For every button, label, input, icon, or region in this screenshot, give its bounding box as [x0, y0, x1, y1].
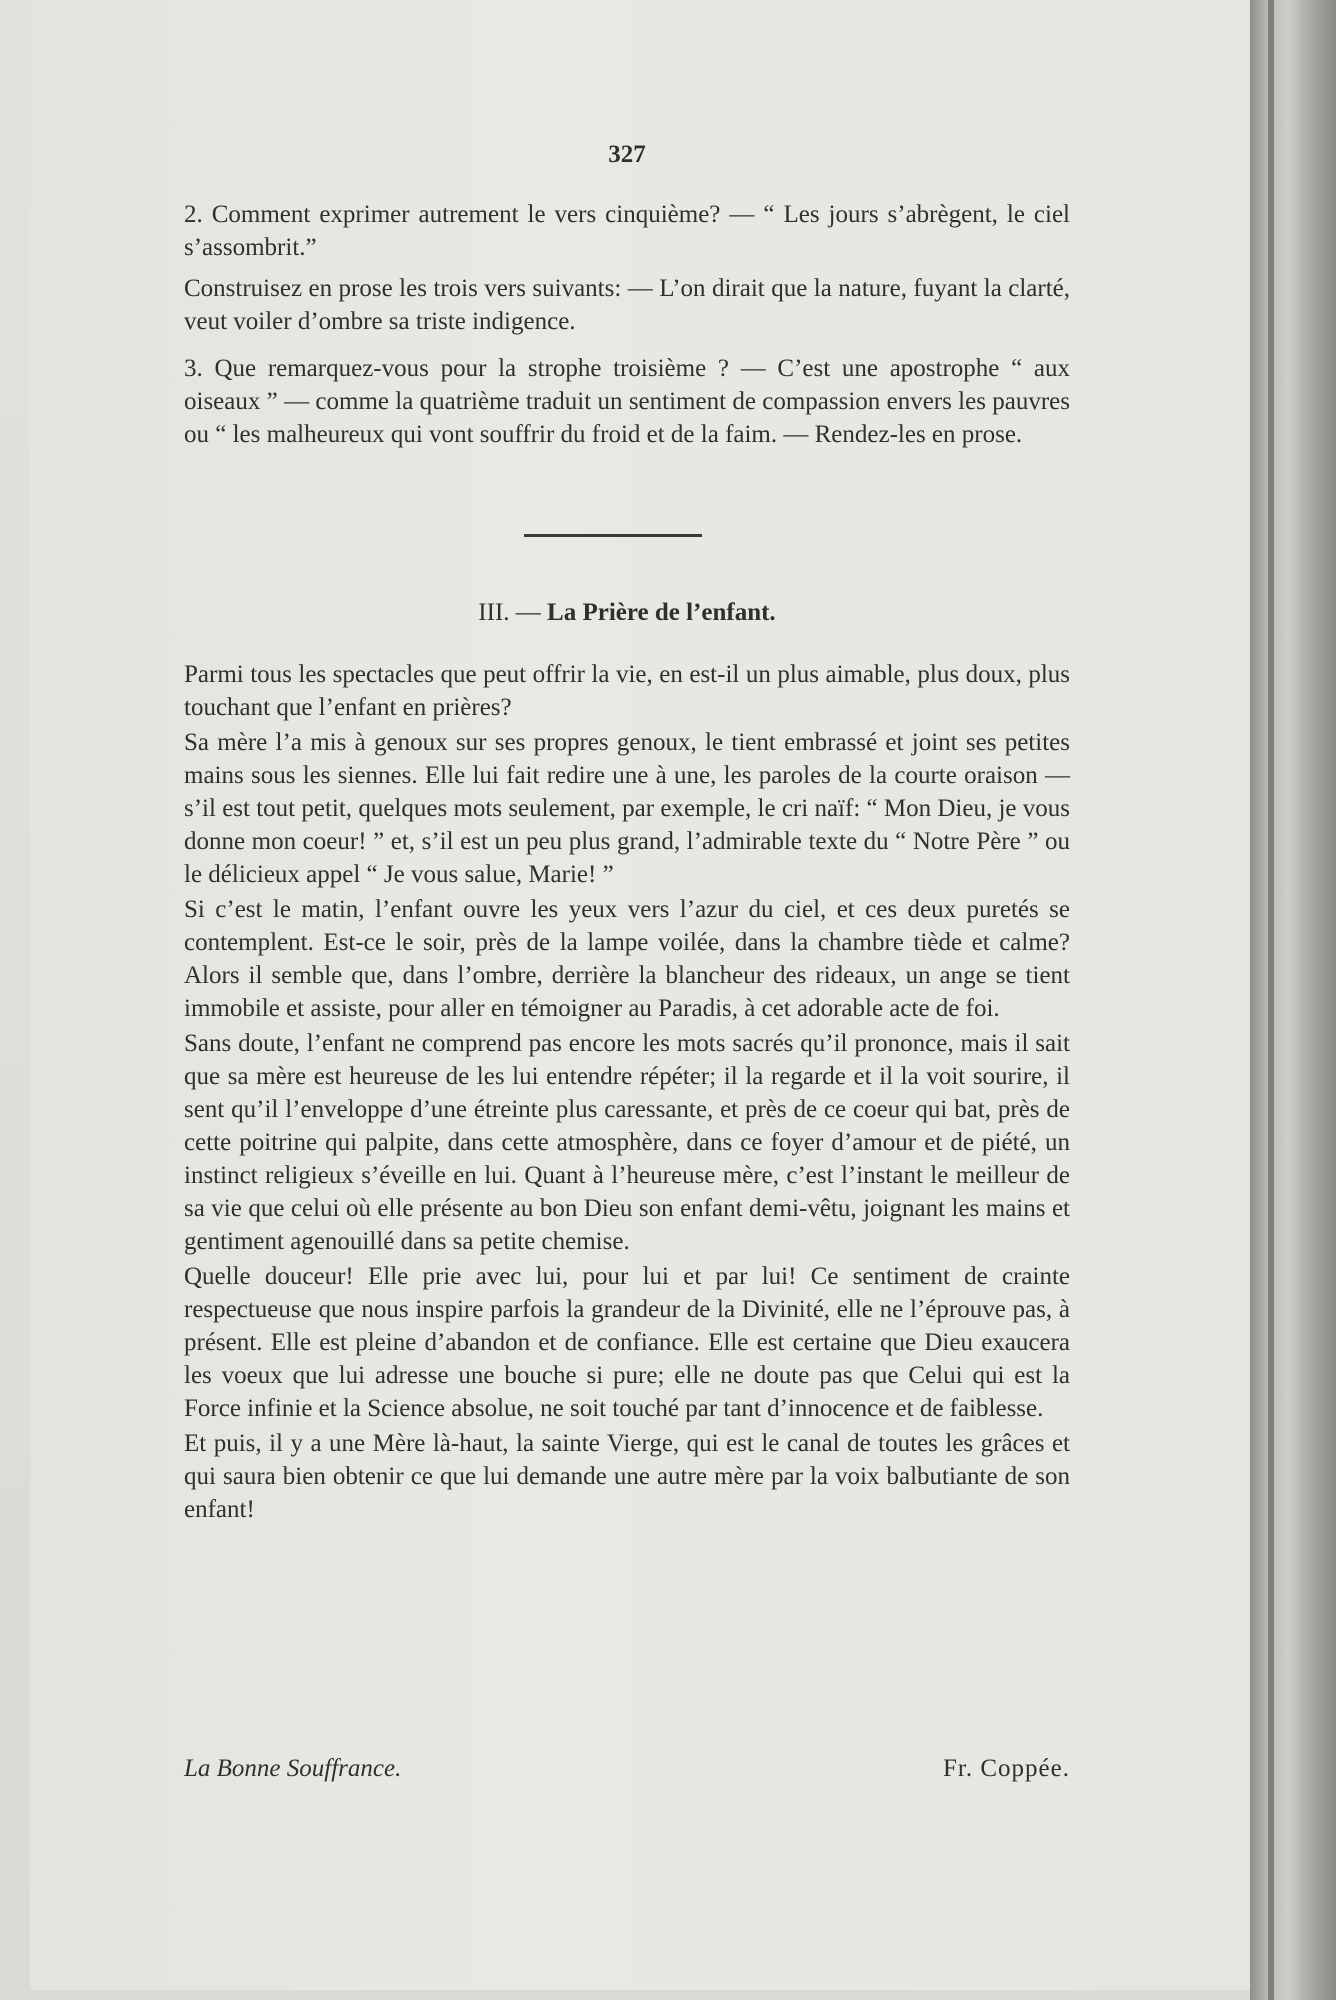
page-edge — [1268, 0, 1274, 2000]
section-heading: La Prière de l’enfant. — [547, 599, 776, 626]
paragraph: Parmi tous les spectacles que peut offrir la vie, en est-il un plus aimable, plus doux, plus touchant que l’enfant en prières? — [184, 661, 1070, 721]
section-numeral: III. — — [478, 599, 541, 626]
paragraph: Si c’est le matin, l’enfant ouvre les yeux vers l’azur du ciel, et ces deux puretés se contemplent. Est-ce le soir, près de la lampe voilée, dans la chambre tiède et calme? Alors il semble que, dans l’ombre, derrière la blancheur des rideaux, un ange se tient immobile et assiste, pour aller en témoigner au Paradis, à cet adorable acte de foi. — [184, 896, 1070, 1022]
paragraph: Quelle douceur! Elle prie avec lui, pour lui et par lui! Ce sentiment de crainte respectueuse que nous inspire parfois la grandeur de la Divinité, elle ne l’éprouve pas, à présent. Elle est pleine d’abandon et de confiance. Elle est certaine que Dieu exaucera les voeux que lui adresse une bouche si pure; elle ne doute pas que Celui qui est la Force infinie et la Science absolue, ne soit touché par tant d’innocence et de faiblesse. — [184, 1263, 1070, 1422]
paragraph: Et puis, il y a une Mère là-haut, la sainte Vierge, qui est le canal de toutes les grâces et qui saura bien obtenir ce que lui demande une autre mère par la voix balbutiante de son enfant! — [184, 1430, 1070, 1523]
question-2-followup: Construisez en prose les trois vers suivants: — L’on dirait que la nature, fuyant la clarté, veut voiler d’ombre sa triste indigence. — [184, 275, 1070, 335]
attribution — [184, 1752, 1070, 1785]
paragraph: Sa mère l’a mis à genoux sur ses propres genoux, le tient embrassé et joint ses petites mains sous les siennes. Elle lui fait redire une à une, les paroles de la courte oraison — s’il est tout petit, quelques mots seulement, par exemple, le cri naïf: “ Mon Dieu, je vous donne mon coeur! ” et, s’il est un peu plus grand, l’admirable texte du “ Notre Père ” ou le délicieux appel “ Je vous salue, Marie! ” — [184, 729, 1070, 888]
page-number: 327 — [608, 141, 646, 168]
paragraph: Sans doute, l’enfant ne comprend pas encore les mots sacrés qu’il prononce, mais il sait que sa mère est heureuse de les lui entendre répéter; il la regarde et il la voit sourire, il sent qu’il l’enveloppe d’une étreinte plus caressante, et près de ce coeur qui bat, près de cette poitrine qui palpite, dans cette atmosphère, dans ce foyer d’amour et de piété, un instinct religieux s’éveille en lui. Quant à l’heureuse mère, c’est l’instant le meilleur de sa vie que celui où elle présente au bon Dieu son enfant demi-vêtu, joignant les mains et gentiment agenouillé dans sa petite chemise. — [184, 1030, 1070, 1255]
question-2: 2. Comment exprimer autrement le vers cinquième? — “ Les jours s’abrègent, le ciel s’assombrit.” — [184, 201, 1070, 261]
body-text — [184, 658, 1070, 1528]
section-title — [184, 596, 1070, 629]
author-name: Fr. Coppée. — [943, 1755, 1070, 1782]
source-title: La Bonne Souffrance. — [184, 1755, 402, 1782]
section-divider — [524, 534, 702, 537]
book-spine — [1250, 0, 1336, 2000]
question-3: 3. Que remarquez-vous pour la strophe troisième ? — C’est une apostrophe “ aux oiseaux ” — comme la quatrième traduit un sentiment de compassion envers les pauvres ou “ les malheureux qui vont souffrir du froid et de la faim. — Rendez-les en prose. — [184, 355, 1070, 448]
